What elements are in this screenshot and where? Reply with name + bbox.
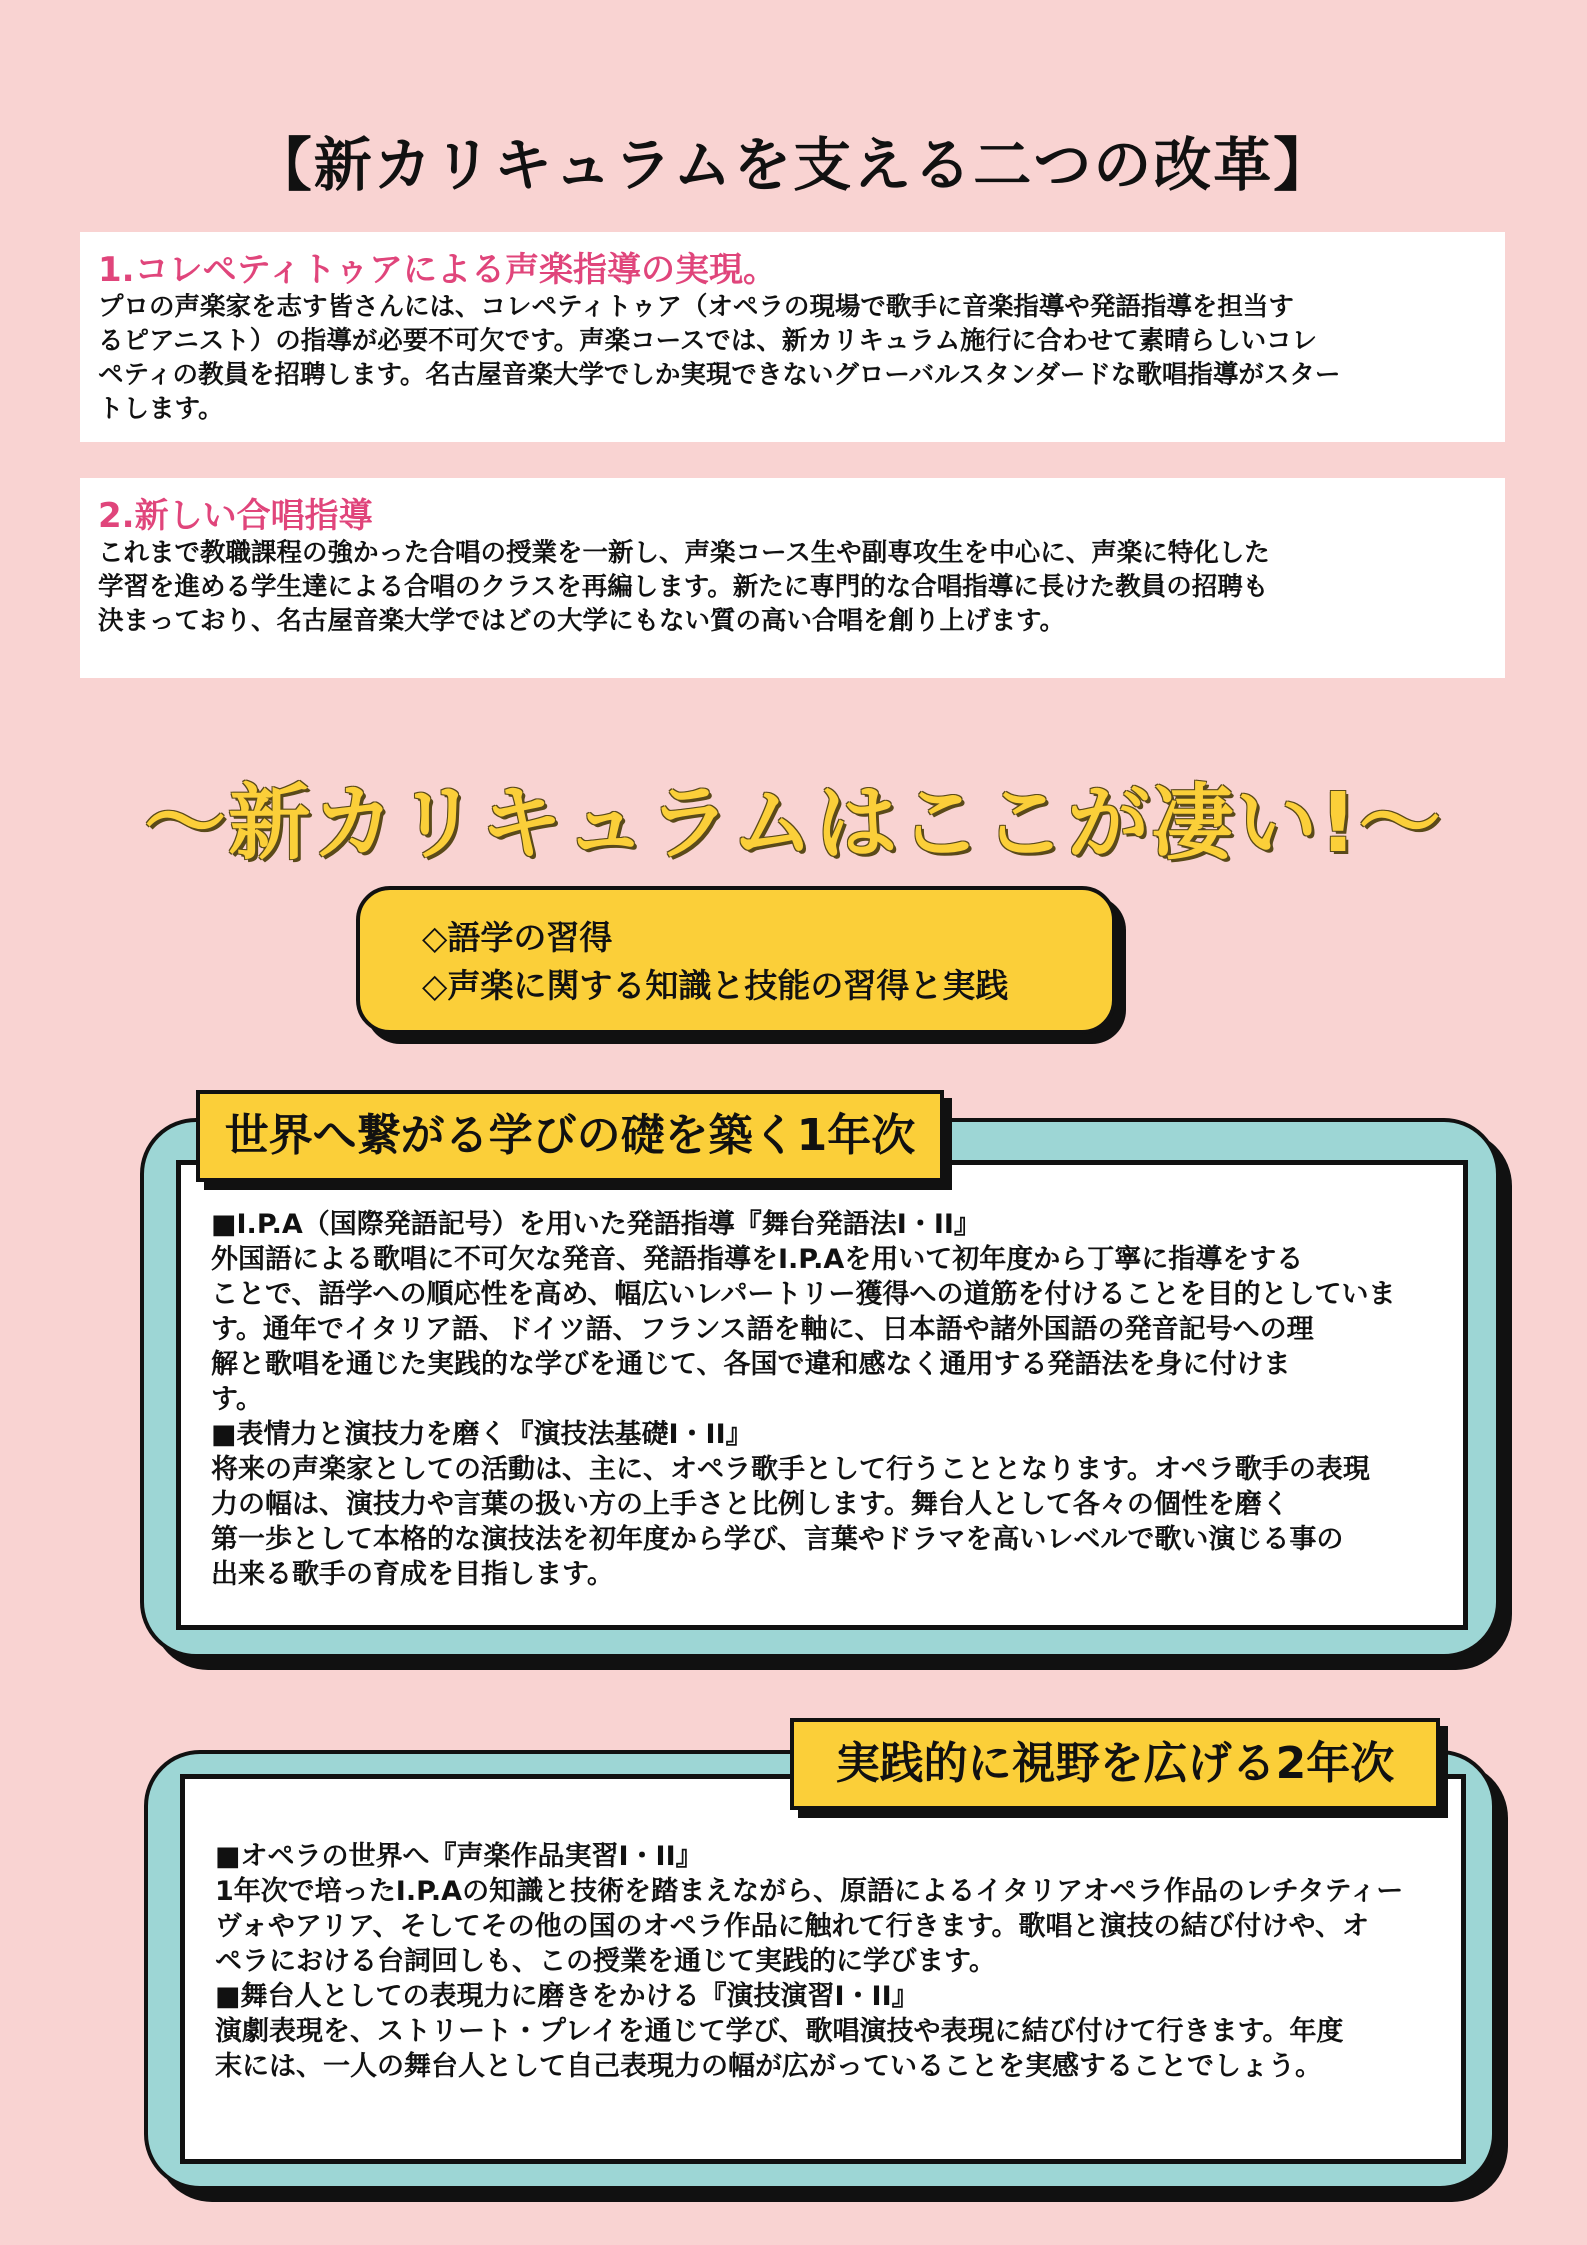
- reform-text-line: 学習を進める学生達による合唱のクラスを再編します。新たに専門的な合唱指導に長けた教員の招聘も: [98, 572, 1269, 602]
- year2-line: ペラにおける台詞回しも、この授業を通じて実践的に学びます。: [215, 1946, 996, 1977]
- year1-content: [176, 1160, 1468, 1630]
- year1-label: 世界へ繋がる学びの礎を築く1年次: [196, 1090, 944, 1182]
- year2-line: 演劇表現を、ストリート・プレイを通じて学び、歌唱演技や表現に結び付けて行きます。年度: [215, 2016, 1344, 2047]
- year1-line: ことで、語学への順応性を高め、幅広いレパートリー獲得への道筋を付けることを目的としていま: [211, 1279, 1396, 1310]
- reform-text-line: るピアニスト）の指導が必要不可欠です。声楽コースでは、新カリキュラム施行に合わせて素晴らしいコレ: [98, 326, 1318, 356]
- year2-line: ■舞台人としての表現力に磨きをかける『演技演習I・II』: [215, 1981, 919, 2012]
- reform-heading: 2.新しい合唱指導: [98, 496, 373, 536]
- year1-line: 将来の声楽家としての活動は、主に、オペラ歌手として行うこととなります。オペラ歌手の表現: [211, 1454, 1370, 1485]
- year2-label: 実践的に視野を広げる2年次: [790, 1718, 1440, 1810]
- year1-line: 解と歌唱を通じた実践的な学びを通じて、各国で違和感なく通用する発語法を身に付けま: [211, 1349, 1291, 1380]
- year1-line: ■I.P.A（国際発語記号）を用いた発語指導『舞台発語法I・II』: [211, 1209, 981, 1240]
- year2-line: ■オペラの世界へ『声楽作品実習I・II』: [215, 1841, 703, 1872]
- year1-line: 外国語による歌唱に不可欠な発音、発語指導をI.P.Aを用いて初年度から丁寧に指導をする: [211, 1244, 1304, 1275]
- reform-section-1: [80, 232, 1505, 442]
- year1-line: 力の幅は、演技力や言葉の扱い方の上手さと比例します。舞台人として各々の個性を磨く: [211, 1489, 1289, 1520]
- reform-text-line: ペティの教員を招聘します。名古屋音楽大学でしか実現できないグローバルスタンダードな歌唱指導がスター: [98, 360, 1341, 390]
- focus-point: ◇語学の習得: [422, 918, 613, 957]
- year2-line: ヴォやアリア、そしてその他の国のオペラ作品に触れて行きます。歌唱と演技の結び付けや、オ: [215, 1911, 1369, 1942]
- year2-content: [180, 1774, 1466, 2164]
- year1-line: ■表情力と演技力を磨く『演技法基礎I・II』: [211, 1419, 753, 1450]
- page-title: 【新カリキュラムを支える二つの改革】: [253, 131, 1334, 199]
- year2-line: 末には、一人の舞台人として自己表現力の幅が広がっていることを実感することでしょう。: [215, 2051, 1322, 2082]
- focus-point: ◇声楽に関する知識と技能の習得と実践: [422, 966, 1009, 1005]
- year1-line: 出来る歌手の育成を目指します。: [211, 1559, 614, 1590]
- highlight-title: 〜新カリキュラムはここが凄い!〜: [144, 776, 1443, 871]
- year1-line: す。通年でイタリア語、ドイツ語、フランス語を軸に、日本語や諸外国語の発音記号への理: [211, 1314, 1314, 1345]
- reform-text-line: 決まっており、名古屋音楽大学ではどの大学にもない質の高い合唱を創り上げます。: [98, 606, 1065, 636]
- year1-line: す。: [211, 1384, 263, 1415]
- reform-text-line: これまで教職課程の強かった合唱の授業を一新し、声楽コース生や副専攻生を中心に、声楽に特化した: [98, 538, 1270, 568]
- year2-line: 1年次で培ったI.P.Aの知識と技術を踏まえながら、原語によるイタリアオペラ作品のレチタティー: [215, 1876, 1404, 1907]
- reform-section-2: [80, 478, 1505, 678]
- reform-text-line: プロの声楽家を志す皆さんには、コレペティトゥア（オペラの現場で歌手に音楽指導や発語指導を担当す: [98, 292, 1294, 322]
- year1-line: 第一歩として本格的な演技法を初年度から学び、言葉やドラマを高いレベルで歌い演じる事の: [211, 1524, 1344, 1555]
- reform-heading: 1.コレペティトゥアによる声楽指導の実現。: [98, 250, 778, 290]
- reform-text-line: トします。: [98, 394, 224, 424]
- focus-pill: [356, 886, 1116, 1034]
